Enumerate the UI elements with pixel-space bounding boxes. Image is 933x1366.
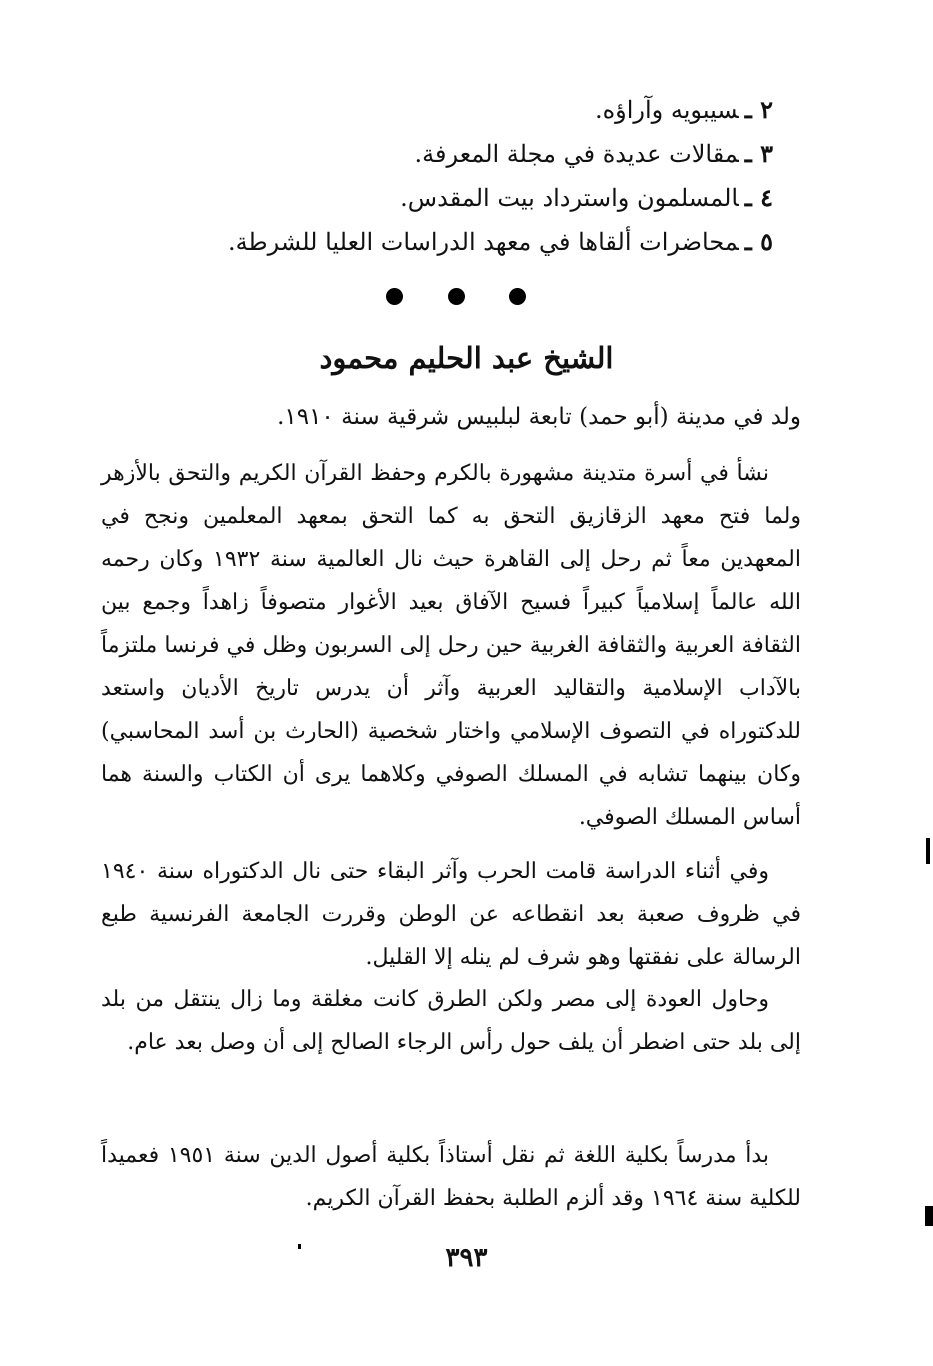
list-item — [213, 88, 773, 132]
paragraph-return: وحاول العودة إلى مصر ولكن الطرق كانت مغلقة وما زال ينتقل من بلد إلى بلد حتى اضطر أن يلف حول رأس الرجاء الصالح إلى أن وصل بعد عام. — [101, 987, 801, 1055]
scan-mark — [926, 838, 930, 864]
list-item-text: محاضرات ألقاها في معهد الدراسات العليا للشرطة. — [227, 228, 739, 256]
list-item-text: سيبويه وآراؤه. — [594, 96, 739, 124]
list-item-number: ٤ ـ — [744, 183, 773, 212]
list-item — [213, 132, 773, 176]
list-item — [213, 176, 773, 220]
paragraph-biography: نشأ في أسرة متدينة مشهورة بالكرم وحفظ القرآن الكريم والتحق بالأزهر ولما فتح معهد الزقازيق التحق به كما التحق بمعهد المعلمين ونجح في المعهدين معاً ثم رحل إلى القاهرة حيث نال العالمية سنة ١٩٣٢ وكان رحمه الله عالماً إسلامياً كبيراً فسيح الآفاق بعيد الأغوار متصوفاً زاهداً وجمع بين الثقافة العربية والثقافة الغربية حين رحل إلى السربون وظل في فرنسا ملتزماً بالآداب الإسلامية والتقاليد العربية وآثر أن يدرس تاريخ الأديان واستعد للدكتوراه في التصوف الإسلامي واختار شخصية (الحارث بن أسد المحاسبي) وكان بينهما تشابه في المسلك الصوفي وكلاهما يرى أن الكتاب والسنة هما أساس المسلك الصوفي. — [101, 461, 801, 830]
list-item-number: ٥ ـ — [744, 227, 773, 256]
paragraph-doctorate: وفي أثناء الدراسة قامت الحرب وآثر البقاء حتى نال الدكتوراه سنة ١٩٤٠ في ظروف صعبة بعد انقطاعه عن الوطن وقررت الجامعة الفرنسية طبع الرسالة على نفقتها وهو شرف لم ينله إلا القليل. — [101, 859, 801, 970]
divider-dot — [509, 288, 526, 305]
divider-dot — [448, 288, 465, 305]
list-item-number: ٢ ـ — [744, 95, 773, 124]
paragraph-career: بدأ مدرساً بكلية اللغة ثم نقل أستاذاً بكلية أصول الدين سنة ١٩٥١ فعميداً للكلية سنة ١٩٦٤ وقد ألزم الطلبة بحفظ القرآن الكريم. — [101, 1143, 801, 1211]
scan-mark — [298, 1244, 301, 1249]
list-item-text: مقالات عديدة في مجلة المعرفة. — [414, 140, 739, 168]
list-item-number: ٣ ـ — [744, 139, 773, 168]
list-item — [213, 220, 773, 264]
section-divider — [386, 288, 526, 306]
scan-mark — [925, 1206, 933, 1226]
section-title: الشيخ عبد الحليم محمود — [319, 341, 614, 375]
list-item-text: المسلمون واسترداد بيت المقدس. — [400, 184, 739, 212]
page-number: ٣٩٣ — [445, 1243, 488, 1273]
works-list — [213, 88, 773, 264]
birth-line: ولد في مدينة (أبو حمد) تابعة لبلبيس شرقية سنة ١٩١٠. — [277, 404, 801, 430]
divider-dot — [386, 288, 403, 305]
